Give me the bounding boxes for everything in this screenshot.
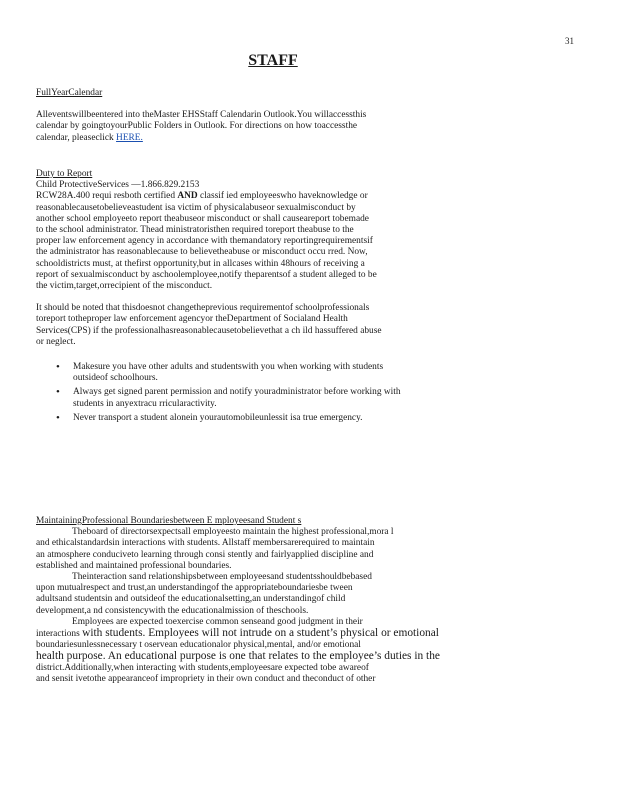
- paragraph-line-large: with students. Employees will not intrude on a student’s physical or emotional: [82, 627, 439, 640]
- calendar-text-line: Alleventswillbeentered into theMaster EHSStaff Calendarin Outlook.You willaccessthis: [36, 110, 367, 121]
- paragraph-line: the victim,target,orrecipient of the misconduct.: [36, 281, 213, 292]
- duty-to-report-section: [36, 169, 506, 427]
- paragraph-line: boundariesunlessnecessary t oservean educationalor physical,mental, and/or emotional: [36, 640, 361, 651]
- paragraph-line: adultsand studentsin and outsideof the educationalsetting,an understandingof child: [36, 594, 346, 605]
- calendar-directions-link[interactable]: HERE.: [116, 132, 143, 143]
- paragraph-line-small: interactions: [36, 629, 80, 640]
- paragraph-line: or neglect.: [36, 336, 76, 347]
- paragraph-line: Theboard of directorsexpectsall employeesto maintain the highest professional,mora l: [72, 527, 394, 538]
- rcw-line: [36, 191, 506, 202]
- boundaries-paragraph-3: [36, 617, 506, 685]
- paragraph-line-large: health purpose. An educational purpose is one that relates to the employee’s duties in the: [36, 650, 440, 663]
- page-title: STAFF: [248, 52, 298, 69]
- calendar-section: [36, 88, 506, 144]
- paragraph-line: the administrator has reasonablecause to believetheabuse or misconduct occu rred. Now,: [36, 247, 368, 258]
- boundaries-section: [36, 516, 506, 685]
- paragraph-line: an atmosphere conduciveto learning through consi stently and fairlyapplied discipline and: [36, 549, 374, 560]
- calendar-text-line: [36, 133, 506, 144]
- paragraph-line: to the school administrator. Thead ministratoristhen required toreport theabuse to the: [36, 225, 354, 236]
- page-number: 31: [565, 36, 574, 46]
- boundaries-paragraph-1: [36, 527, 506, 572]
- safety-bullet-list: [36, 362, 506, 424]
- paragraph-line: development,a nd consistencywith the educationalmission of theschools.: [36, 605, 309, 616]
- bullet-item: [56, 413, 503, 424]
- bullet-text-line: • Never transport a student alonein yourautomobileunlessit isa true emergency.: [73, 412, 363, 423]
- paragraph-line: proper law enforcement agency in accordance with themandatory reportingrequirementsif: [36, 236, 373, 247]
- bullet-item: [56, 387, 503, 409]
- bullet-text-line: students in anyextracu rricularactivity.: [73, 398, 217, 409]
- paragraph-line: [36, 628, 506, 640]
- paragraph-line: report of sexualmisconduct by aschoolemployee,notify theparentsof a student alleged to be: [36, 269, 377, 280]
- paragraph-line: and ethicalstandardsin interactions with students. Allstaff membersarerequired to maintain: [36, 538, 375, 549]
- paragraph-line: Theinteraction sand relationshipsbetween employeesand studentsshouldbebased: [72, 572, 372, 583]
- paragraph-line: Services(CPS) if the professionalhasreasonablecausetobelievethat a ch ild hassuffered abuse: [36, 325, 382, 336]
- calendar-text-line: calendar by goingtoyourPublic Folders in Outlook. For directions on how toaccessthe: [36, 121, 358, 132]
- bullet-text-line: • Makesure you have other adults and studentswith you when working with students: [73, 362, 384, 373]
- bullet-text-line: • Always get signed parent permission and notify youradministrator before working with: [73, 387, 401, 398]
- paragraph-line: upon mutualrespect and trust,an understandingof the appropriateboundariesbe tween: [36, 583, 353, 594]
- paragraph-line: Employees are expected toexercise common senseand good judgment in their: [72, 616, 363, 627]
- paragraph-line: another school employeeto report theabuseor misconduct or shall causeareport tobemade: [36, 213, 369, 224]
- calendar-text-prefix: calendar, pleaseclick: [36, 132, 114, 143]
- bullet-text-line: outsideof schoolhours.: [73, 373, 158, 384]
- paragraph-line: reasonablecausetobelieveastudent isa victim of physicalabuseor sexualmisconduct by: [36, 202, 356, 213]
- cps-phone-line: Child ProtectiveServices —1.866.829.2153: [36, 180, 200, 191]
- duty-heading: Duty to Report: [36, 169, 93, 179]
- paragraph-line: toreport totheproper law enforcement agencyor theDepartment of Socialand Health: [36, 314, 348, 325]
- paragraph-line: schooldistricts must, at thefirst opportunity,but in allcases within 48hours of receiving a: [36, 258, 365, 269]
- paragraph-line: It should be noted that thisdoesnot changetheprevious requirementof schoolprofessionals: [36, 303, 370, 314]
- rcw-prefix: RCW28A.400 requi resboth certified: [36, 191, 176, 202]
- boundaries-heading: MaintainingProfessional Boundariesbetween E mployeesand Student s: [36, 516, 302, 526]
- rcw-and: AND: [177, 191, 198, 202]
- duty-paragraph: [36, 203, 506, 293]
- note-paragraph: [36, 303, 506, 348]
- rcw-suffix: classif ied employeeswho haveknowledge or: [200, 191, 368, 202]
- calendar-heading: FullYearCalendar: [36, 88, 103, 98]
- paragraph-line: and sensit ivetothe appearanceof impropriety in their own conduct and theconduct of other: [36, 673, 376, 684]
- bullet-item: [56, 362, 503, 384]
- paragraph-line: district.Additionally,when interacting with students,employeesare expected tobe awareof: [36, 662, 369, 673]
- boundaries-paragraph-2: [36, 572, 506, 617]
- paragraph-line: established and maintained professional boundaries.: [36, 560, 232, 571]
